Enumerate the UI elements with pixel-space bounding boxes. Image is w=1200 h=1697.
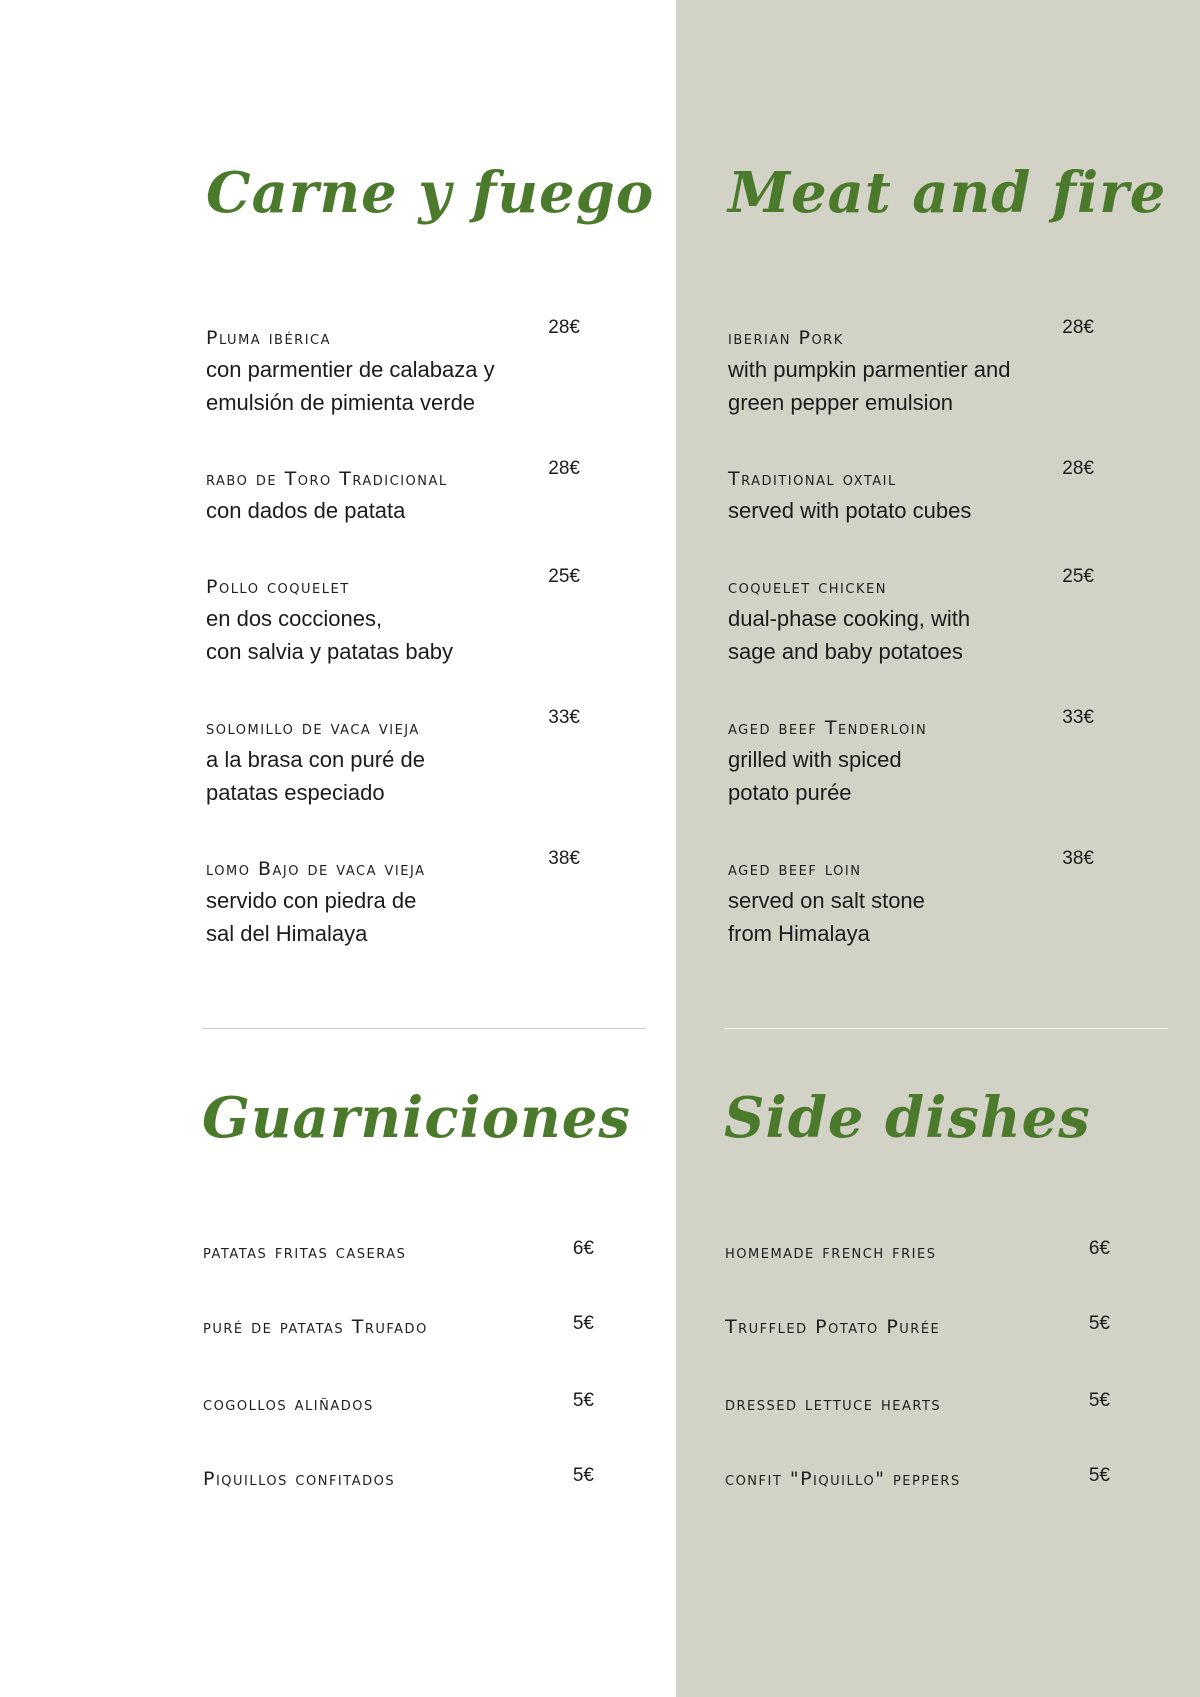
menu-item — [206, 317, 634, 419]
item-description: a la brasa con puré de patatas especiado — [206, 747, 425, 805]
menu-item — [206, 848, 634, 950]
menu-item — [206, 458, 634, 527]
item-name: rabo de Toro Tradicional — [206, 468, 448, 490]
item-name: aged beef loin — [728, 858, 862, 880]
item-description: servido con piedra de sal del Himalaya — [206, 888, 417, 946]
section-title-guarniciones: Guarniciones — [202, 1085, 631, 1151]
menu-item — [203, 1463, 634, 1495]
menu-item — [203, 1236, 634, 1268]
menu-item — [203, 1311, 634, 1343]
item-price: 28€ — [1062, 317, 1094, 338]
menu-item — [728, 317, 1148, 419]
item-name: dressed lettuce hearts — [725, 1393, 942, 1415]
item-name: iberian Pork — [728, 327, 844, 349]
item-name: Traditional oxtail — [728, 468, 897, 490]
item-price: 33€ — [1062, 707, 1094, 728]
section-divider — [202, 1028, 646, 1029]
item-price: 5€ — [572, 1390, 594, 1411]
menu-item — [725, 1463, 1148, 1495]
menu-item — [206, 707, 634, 809]
item-description: con dados de patata — [206, 498, 406, 523]
item-name: homemade french fries — [725, 1241, 937, 1263]
item-description: served on salt stone from Himalaya — [728, 888, 925, 946]
item-name: cogollos aliñados — [203, 1393, 374, 1415]
section-title-carne-y-fuego: Carne y fuego — [206, 160, 655, 226]
item-price: 5€ — [1088, 1390, 1110, 1411]
section-title-meat-and-fire: Meat and fire — [728, 160, 1167, 226]
item-description: grilled with spiced potato purée — [728, 747, 902, 805]
spanish-column — [202, 0, 655, 1697]
menu-item — [725, 1388, 1148, 1420]
menu-item — [725, 1236, 1148, 1268]
menu-item — [728, 707, 1148, 809]
item-name: Truffled Potato Purée — [725, 1316, 941, 1338]
menu-item — [728, 566, 1148, 668]
item-price: 6€ — [1088, 1238, 1110, 1259]
item-name: Pluma ibérica — [206, 327, 332, 349]
item-price: 6€ — [572, 1238, 594, 1259]
item-description: en dos cocciones, con salvia y patatas baby — [206, 606, 454, 664]
menu-item — [725, 1311, 1148, 1343]
english-column — [724, 0, 1167, 1697]
item-price: 38€ — [1062, 848, 1094, 869]
menu-item — [206, 566, 634, 668]
menu-item — [203, 1388, 634, 1420]
item-name: lomo Bajo de vaca vieja — [206, 858, 426, 880]
item-price: 5€ — [572, 1465, 594, 1486]
item-price: 5€ — [1088, 1313, 1110, 1334]
menu-item — [728, 848, 1148, 950]
item-price: 28€ — [1062, 458, 1094, 479]
menu-item — [728, 458, 1148, 527]
section-divider — [724, 1028, 1168, 1029]
item-price: 5€ — [1088, 1465, 1110, 1486]
item-name: Pollo coquelet — [206, 576, 350, 598]
item-description: dual-phase cooking, with sage and baby potatoes — [728, 606, 971, 664]
item-name: aged beef Tenderloin — [728, 717, 928, 739]
item-description: served with potato cubes — [728, 498, 972, 523]
item-name: patatas fritas caseras — [203, 1241, 407, 1263]
item-price: 5€ — [572, 1313, 594, 1334]
section-title-side-dishes: Side dishes — [724, 1085, 1091, 1151]
item-description: con parmentier de calabaza y emulsión de pimienta verde — [206, 357, 495, 415]
item-price: 28€ — [548, 317, 580, 338]
item-price: 25€ — [1062, 566, 1094, 587]
item-price: 33€ — [548, 707, 580, 728]
item-name: coquelet chicken — [728, 576, 887, 598]
item-name: puré de patatas Trufado — [203, 1316, 428, 1338]
item-price: 28€ — [548, 458, 580, 479]
item-description: with pumpkin parmentier and green pepper emulsion — [728, 357, 1011, 415]
item-price: 25€ — [548, 566, 580, 587]
item-name: solomillo de vaca vieja — [206, 717, 420, 739]
item-name: Piquillos confitados — [203, 1468, 396, 1490]
item-name: confit "Piquillo" peppers — [725, 1468, 961, 1490]
item-price: 38€ — [548, 848, 580, 869]
